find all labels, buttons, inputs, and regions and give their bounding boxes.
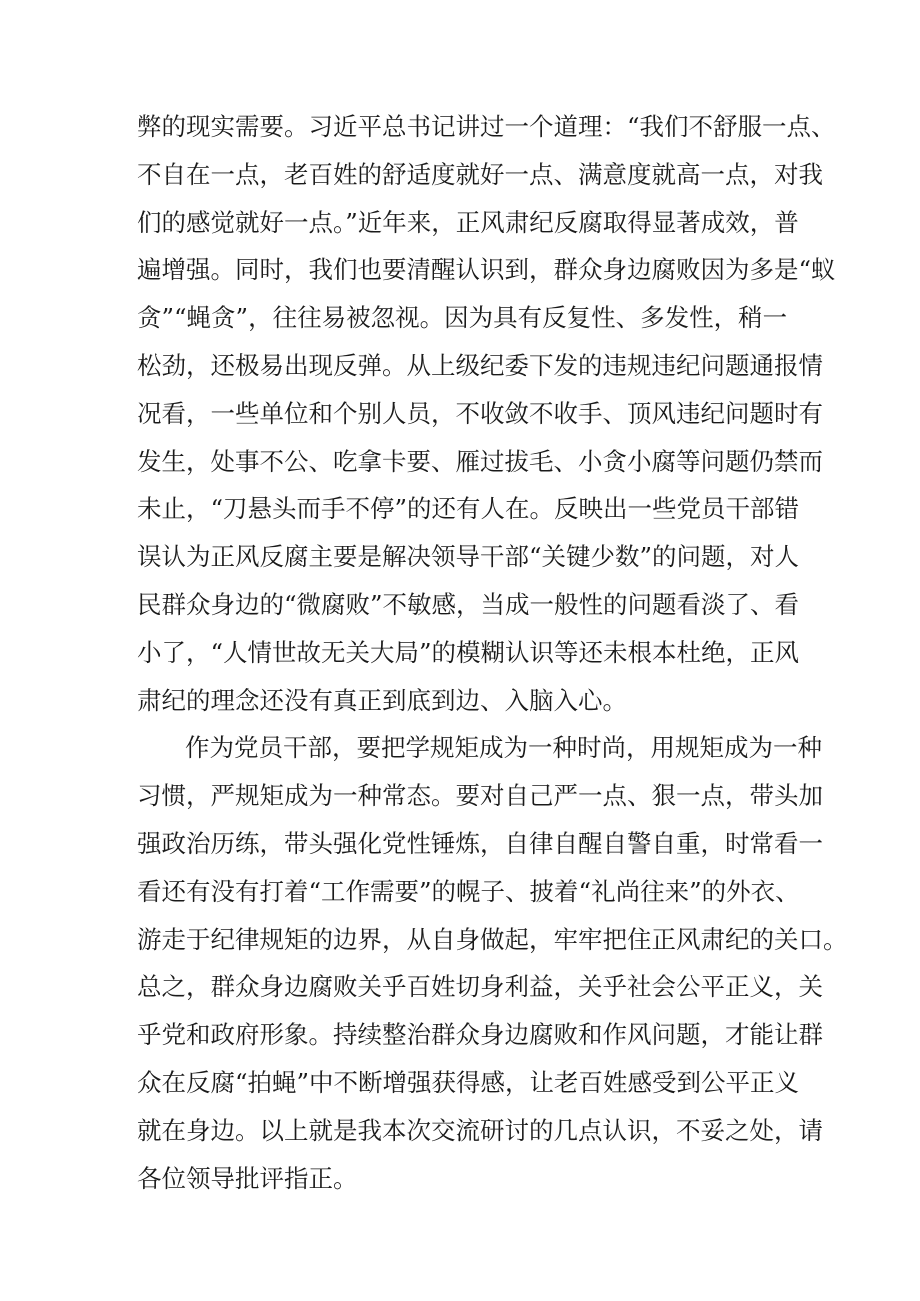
- text-line: 发生，处事不公、吃拿卡要、雁过拔毛、小贪小腐等问题仍禁而: [137, 447, 823, 476]
- text-line: 强政治历练，带头强化党性锤炼，自律自醒自警自重，时常看一: [137, 829, 823, 858]
- text-line: 乎党和政府形象。持续整治群众身边腐败和作风问题，才能让群: [137, 1020, 823, 1049]
- text-line: 就在身边。以上就是我本次交流研讨的几点认识，不妥之处，请: [137, 1116, 823, 1145]
- paragraph-end-line: 各位领导批评指正。: [137, 1164, 358, 1193]
- paragraph-start-line: 作为党员干部，要把学规矩成为一种时尚，用规矩成为一种: [185, 733, 822, 762]
- text-line: 们的感觉就好一点。”近年来，正风肃纪反腐取得显著成效，普: [137, 208, 799, 237]
- text-line: 游走于纪律规矩的边界，从自身做起，牢牢把住正风肃纪的关口。: [137, 925, 848, 954]
- text-line: 看还有没有打着“工作需要”的幌子、披着“礼尚往来”的外衣、: [137, 877, 800, 906]
- text-line: 松劲，还极易出现反弹。从上级纪委下发的违规违纪问题通报情: [137, 351, 823, 380]
- text-line: 不自在一点，老百姓的舒适度就好一点、满意度就高一点，对我: [137, 160, 823, 189]
- text-line: 总之，群众身边腐败关乎百姓切身利益，关乎社会公平正义，关: [137, 972, 823, 1001]
- paragraph-end-line: 肃纪的理念还没有真正到底到边、入脑入心。: [137, 686, 627, 715]
- text-line: 遍增强。同时，我们也要清醒认识到，群众身边腐败因为多是“蚁: [137, 255, 836, 284]
- text-line: 民群众身边的“微腐败”不敏感，当成一般性的问题看淡了、看: [137, 590, 800, 619]
- text-line: 众在反腐“拍蝇”中不断增强获得感，让老百姓感受到公平正义: [137, 1068, 800, 1097]
- text-line: 弊的现实需要。习近平总书记讲过一个道理：“我们不舒服一点、: [137, 112, 836, 141]
- text-line: 小了，“人情世故无关大局”的模糊认识等还未根本杜绝，正风: [137, 638, 800, 667]
- text-line: 未止，“刀悬头而手不停”的还有人在。反映出一些党员干部错: [137, 494, 800, 523]
- text-line: 贪”“蝇贪”，往往易被忽视。因为具有反复性、多发性，稍一: [137, 303, 788, 332]
- text-line: 习惯，严规矩成为一种常态。要对自己严一点、狠一点，带头加: [137, 781, 823, 810]
- text-line: 况看，一些单位和个别人员，不收敛不收手、顶风违纪问题时有: [137, 399, 823, 428]
- text-line: 误认为正风反腐主要是解决领导干部“关键少数”的问题，对人: [137, 542, 800, 571]
